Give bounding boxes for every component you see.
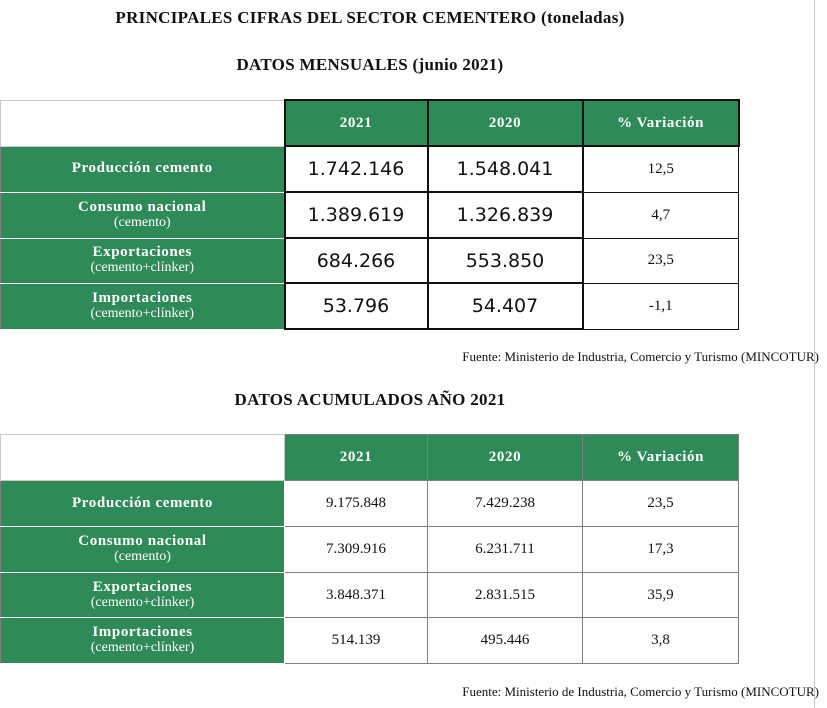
value-2021: 7.309.916	[285, 527, 428, 573]
value-2021: 3.848.371	[285, 573, 428, 618]
document-title: PRINCIPALES CIFRAS DEL SECTOR CEMENTERO (toneladas)	[115, 8, 625, 27]
value-2021: 514.139	[285, 618, 428, 664]
row-label	[1, 618, 285, 664]
cumulative-table	[0, 434, 739, 664]
table-row	[1, 283, 739, 329]
value-2020: 1.326.839	[428, 192, 583, 238]
row-label-main: Importaciones	[92, 624, 193, 641]
column-header-variation: % Variación	[583, 100, 739, 146]
table-row	[1, 238, 739, 283]
row-label-sub: (cemento+clínker)	[90, 260, 194, 276]
value-2020: 7.429.238	[428, 481, 583, 527]
table-header-row	[1, 435, 739, 481]
table-row	[1, 146, 739, 192]
table-row	[1, 481, 739, 527]
row-label-main: Consumo nacional	[78, 533, 207, 550]
row-label	[1, 146, 285, 192]
row-label-sub: (cemento+clínker)	[90, 305, 194, 321]
variation-value: 23,5	[583, 481, 739, 527]
table-row	[1, 618, 739, 664]
value-2020: 553.850	[428, 238, 583, 283]
table-row	[1, 573, 739, 618]
row-label-sub: (cemento)	[114, 549, 171, 565]
column-header-variation: % Variación	[583, 435, 739, 481]
value-2020: 6.231.711	[428, 527, 583, 573]
row-label-main: Consumo nacional	[78, 198, 207, 215]
row-label-main: Exportaciones	[92, 244, 192, 261]
monthly-source-note: Fuente: Ministerio de Industria, Comercio y Turismo (MINCOTUR)	[462, 349, 819, 364]
row-label	[1, 238, 285, 283]
value-2021: 53.796	[285, 283, 428, 329]
value-2021: 9.175.848	[285, 481, 428, 527]
value-2020: 1.548.041	[428, 146, 583, 192]
cumulative-section-title: DATOS ACUMULADOS AÑO 2021	[234, 390, 506, 409]
table-header-row	[1, 100, 739, 146]
variation-value: 4,7	[583, 192, 739, 238]
cumulative-source-note: Fuente: Ministerio de Industria, Comercio y Turismo (MINCOTUR)	[462, 684, 819, 699]
table-row	[1, 527, 739, 573]
variation-value: -1,1	[583, 283, 739, 329]
variation-value: 23,5	[583, 238, 739, 283]
row-label-main: Exportaciones	[92, 578, 193, 595]
column-header-2020: 2020	[428, 100, 583, 146]
variation-value: 3,8	[583, 618, 739, 664]
variation-value: 35,9	[583, 573, 739, 618]
corner-cell	[1, 435, 285, 481]
column-header-2021: 2021	[285, 435, 428, 481]
value-2021: 684.266	[285, 238, 428, 283]
value-2020: 54.407	[428, 283, 583, 329]
row-label-main: Importaciones	[92, 289, 193, 306]
column-header-2020: 2020	[428, 435, 583, 481]
row-label-main: Producción cemento	[71, 160, 213, 177]
column-header-2021: 2021	[285, 100, 428, 146]
row-label-sub: (cemento+clínker)	[90, 594, 195, 610]
value-2021: 1.742.146	[285, 146, 428, 192]
variation-value: 12,5	[583, 146, 739, 192]
row-label	[1, 192, 285, 238]
value-2020: 495.446	[428, 618, 583, 664]
row-label-sub: (cemento+clínker)	[90, 640, 195, 656]
value-2021: 1.389.619	[285, 192, 428, 238]
variation-value: 17,3	[583, 527, 739, 573]
monthly-table	[0, 99, 740, 330]
row-label	[1, 283, 285, 329]
value-2020: 2.831.515	[428, 573, 583, 618]
row-label	[1, 481, 285, 527]
row-label-main: Producción cemento	[72, 494, 213, 511]
corner-cell	[1, 100, 285, 146]
row-label-sub: (cemento)	[113, 214, 171, 230]
row-label	[1, 573, 285, 618]
monthly-section-title: DATOS MENSUALES (junio 2021)	[236, 55, 504, 74]
table-row	[1, 192, 739, 238]
row-label	[1, 527, 285, 573]
